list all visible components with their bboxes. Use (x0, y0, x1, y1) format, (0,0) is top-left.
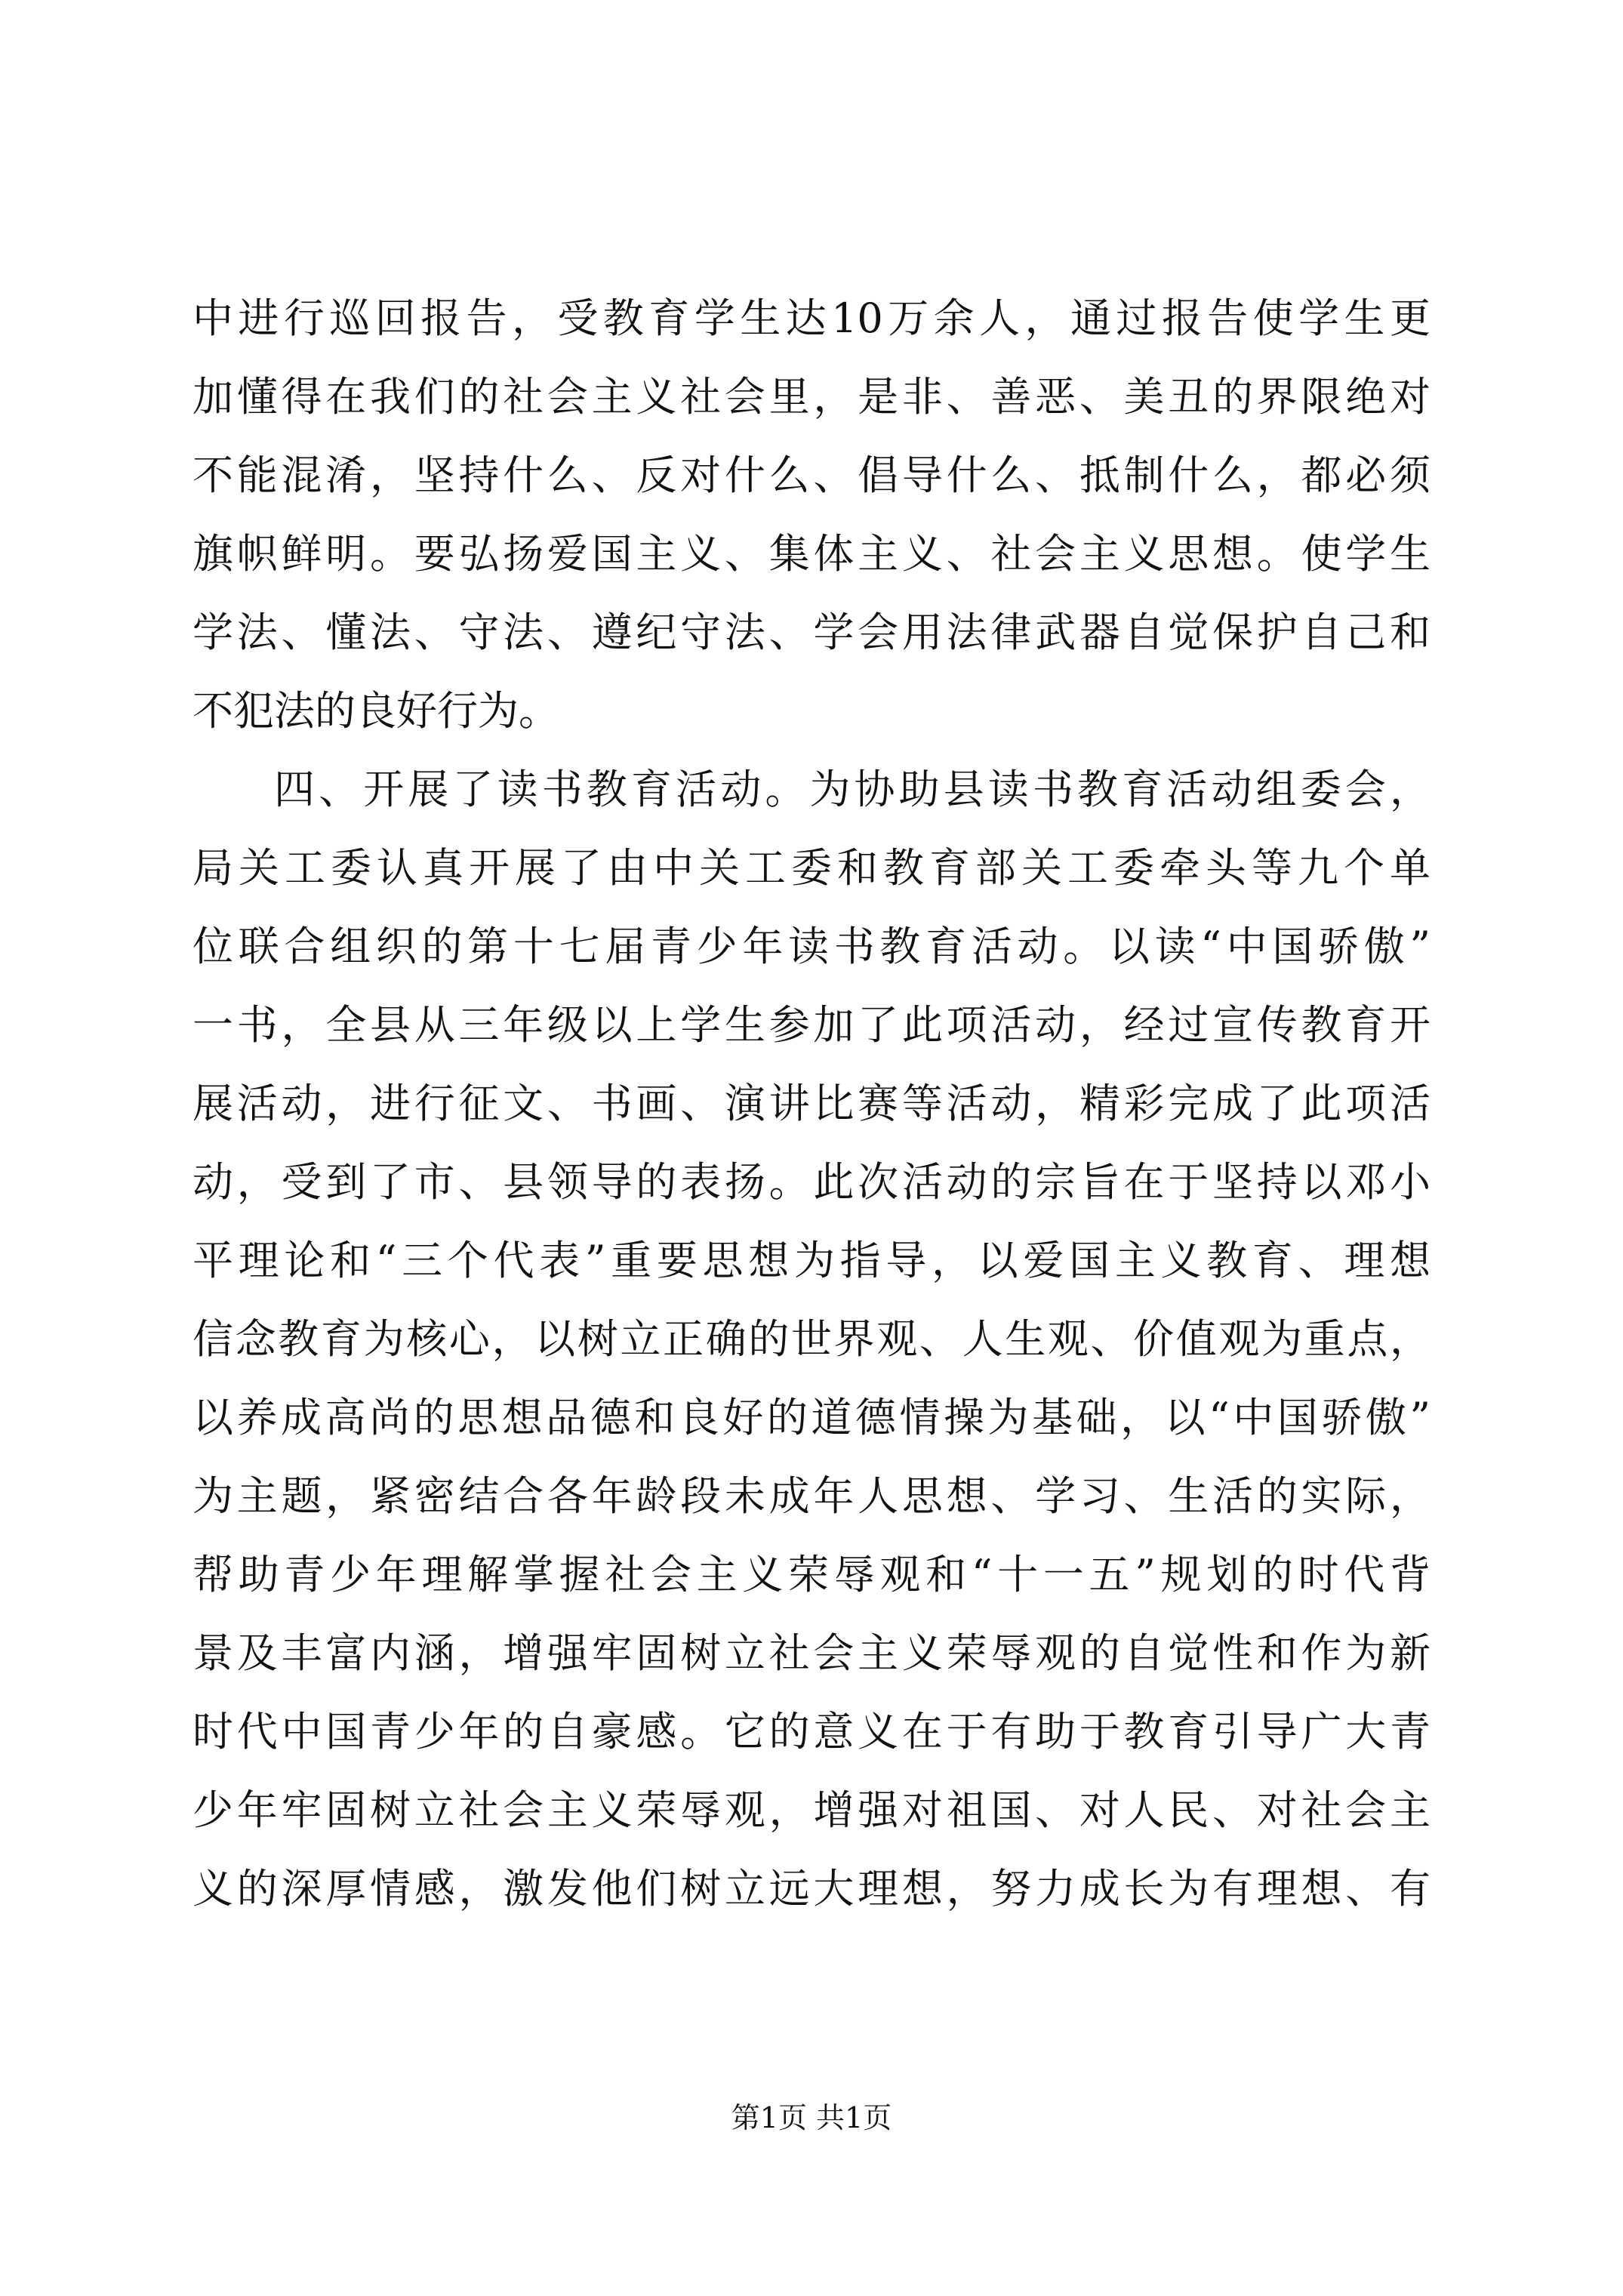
text-line: 加懂得在我们的社会主义社会里，是非、善恶、美丑的界限绝对 (192, 373, 1431, 421)
text-line: 中进行巡回报告，受教育学生达10万余人，通过报告使学生更 (192, 294, 1431, 342)
paragraph-first-line: 四、开展了读书教育活动。为协助县读书教育活动组委会， (274, 766, 1431, 813)
text-line: 不能混淆，坚持什么、反对什么、倡导什么、抵制什么，都必须 (192, 451, 1431, 499)
text-line: 展活动，进行征文、书画、演讲比赛等活动，精彩完成了此项活 (192, 1080, 1431, 1127)
text-line: 少年牢固树立社会主义荣辱观，增强对祖国、对人民、对社会主 (192, 1786, 1431, 1834)
text-line: 义的深厚情感，激发他们树立远大理想，努力成长为有理想、有 (192, 1865, 1431, 1912)
text-line: 学法、懂法、守法、遵纪守法、学会用法律武器自觉保护自己和 (192, 609, 1431, 656)
text-line: 局关工委认真开展了由中关工委和教育部关工委牵头等九个单 (192, 844, 1431, 892)
text-line: 为主题，紧密结合各年龄段未成年人思想、学习、生活的实际， (192, 1472, 1431, 1520)
page-number-label: 第1页 共1页 (731, 2101, 892, 2134)
text-line: 以养成高尚的思想品德和良好的道德情操为基础，以“中国骄傲” (192, 1394, 1431, 1441)
text-line: 时代中国青少年的自豪感。它的意义在于有助于教育引导广大青 (192, 1708, 1431, 1755)
text-line: 信念教育为核心，以树立正确的世界观、人生观、价值观为重点， (192, 1315, 1431, 1363)
text-line: 动，受到了市、县领导的表扬。此次活动的宗旨在于坚持以邓小 (192, 1158, 1431, 1206)
text-line: 旗帜鲜明。要弘扬爱国主义、集体主义、社会主义思想。使学生 (192, 530, 1431, 578)
document-body (192, 279, 1431, 1928)
text-line: 帮助青少年理解掌握社会主义荣辱观和“十一五”规划的时代背 (192, 1551, 1431, 1598)
text-line: 一书，全县从三年级以上学生参加了此项活动，经过宣传教育开 (192, 1001, 1431, 1049)
text-line: 平理论和“三个代表”重要思想为指导，以爱国主义教育、理想 (192, 1237, 1431, 1284)
text-line: 景及丰富内涵，增强牢固树立社会主义荣辱观的自觉性和作为新 (192, 1629, 1431, 1677)
text-line: 不犯法的良好行为。 (192, 687, 559, 735)
text-line: 位联合组织的第十七届青少年读书教育活动。以读“中国骄傲” (192, 923, 1431, 970)
page-footer (0, 2099, 1623, 2137)
